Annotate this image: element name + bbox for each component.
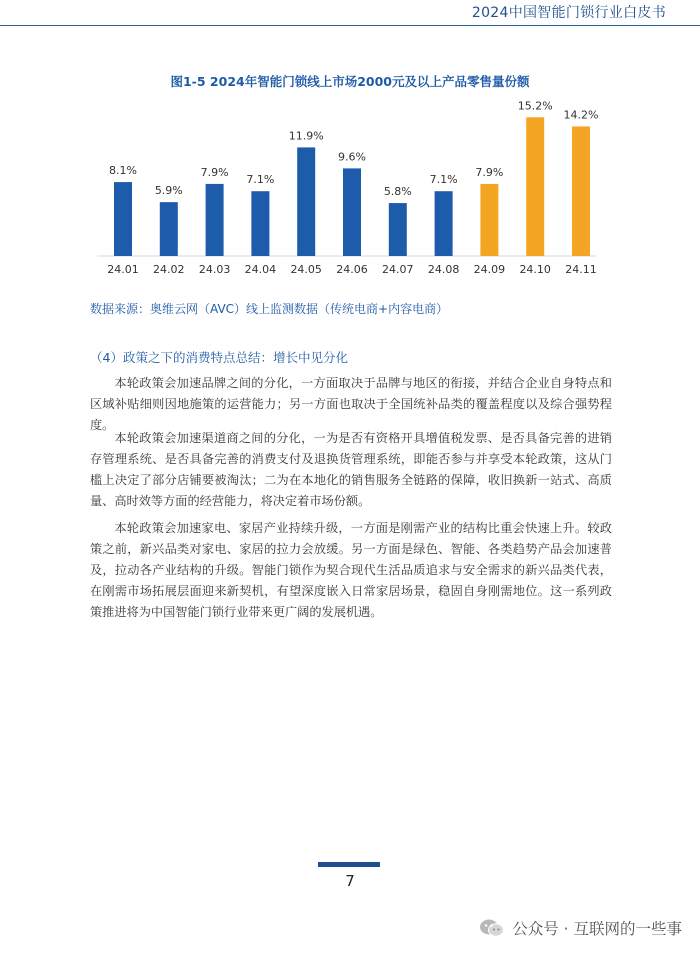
x-tick-24.05: 24.05 xyxy=(290,263,322,276)
data-label-24.11: 14.2% xyxy=(563,108,599,122)
x-tick-24.09: 24.09 xyxy=(473,263,506,276)
watermark xyxy=(479,917,682,939)
bar-24.05 xyxy=(297,147,315,256)
wechat-icon xyxy=(479,918,505,938)
x-tick-24.04: 24.04 xyxy=(244,263,277,276)
bar-chart xyxy=(0,0,700,300)
paragraph-industry-upgrade: 本轮政策会加速家电、家居产业持续升级，一方面是刚需产业的结构比重会快速上升。较政策之前，新兴品类对家电、家居的拉力会放缓。另一方面是绿色、智能、各类趋势产品会加速普及，拉动各产业结构的升级。智能门锁作为契合现代生活品质追求与安全需求的新兴品类代表，在刚需市场拓展层面迎来新契机，有望深度嵌入日常家居场景，稳固自身刚需地位。这一系列政策推进将为中国智能门锁行业带来更广阔的发展机遇。 xyxy=(90,521,612,619)
data-label-24.02: 5.9% xyxy=(154,184,183,198)
x-tick-24.07: 24.07 xyxy=(382,263,414,276)
bar-24.04 xyxy=(251,191,269,256)
page-number: 7 xyxy=(345,872,355,890)
bar-24.11 xyxy=(572,126,590,256)
x-tick-24.11: 24.11 xyxy=(565,263,597,276)
data-label-24.03: 7.9% xyxy=(200,165,229,179)
x-tick-24.06: 24.06 xyxy=(336,263,368,276)
paragraph-channel-divergence: 本轮政策会加速渠道商之间的分化，一为是否有资格开具增值税发票、是否具备完善的进销存管理系统、是否具备完善的消费支付及退换货管理系统，即能否参与并享受本轮政策，这从门槛上决定了部分店铺要被淘汰；二为在本地化的销售服务全链路的保障，收旧换新一站式、高质量、高时效等方面的经营能力，将决定着市场份额。 xyxy=(90,431,612,508)
data-label-24.10: 15.2% xyxy=(517,99,553,113)
data-label-24.09: 7.9% xyxy=(475,165,504,179)
bar-24.01 xyxy=(114,182,132,256)
x-tick-24.03: 24.03 xyxy=(198,263,231,276)
x-tick-24.02: 24.02 xyxy=(153,263,185,276)
page-number-bar xyxy=(318,862,380,867)
paragraph-brand-divergence: 本轮政策会加速品牌之间的分化，一方面取决于品牌与地区的衔接，并结合企业自身特点和区域补贴细则因地施策的运营能力；另一方面也取决于全国统补品类的覆盖程度以及综合强势程度。 xyxy=(90,376,612,432)
figure-source: 数据来源：奥维云网（AVC）线上监测数据（传统电商+内容电商） xyxy=(90,302,449,316)
bar-24.03 xyxy=(206,184,224,256)
data-label-24.07: 5.8% xyxy=(383,185,412,199)
data-label-24.04: 7.1% xyxy=(246,173,275,187)
x-tick-24.08: 24.08 xyxy=(427,263,460,276)
bar-24.02 xyxy=(160,202,178,256)
x-tick-24.10: 24.10 xyxy=(519,263,551,276)
data-label-24.05: 11.9% xyxy=(288,129,324,143)
figure-title: 图1-5 2024年智能门锁线上市场2000元及以上产品零售量份额 xyxy=(170,74,530,89)
data-label-24.06: 9.6% xyxy=(338,150,366,164)
bar-24.07 xyxy=(389,203,407,256)
x-tick-24.01: 24.01 xyxy=(107,263,139,276)
data-label-24.08: 7.1% xyxy=(429,173,458,187)
section-heading: （4）政策之下的消费特点总结：增长中见分化 xyxy=(90,350,348,365)
bar-24.06 xyxy=(343,168,361,256)
watermark-text: 公众号 · 互联网的一些事 xyxy=(512,920,682,938)
bar-24.10 xyxy=(526,117,544,256)
data-label-24.01: 8.1% xyxy=(109,164,137,178)
bar-24.08 xyxy=(435,191,453,256)
bar-24.09 xyxy=(480,184,498,256)
header-title: 2024中国智能门锁行业白皮书 xyxy=(471,5,666,21)
